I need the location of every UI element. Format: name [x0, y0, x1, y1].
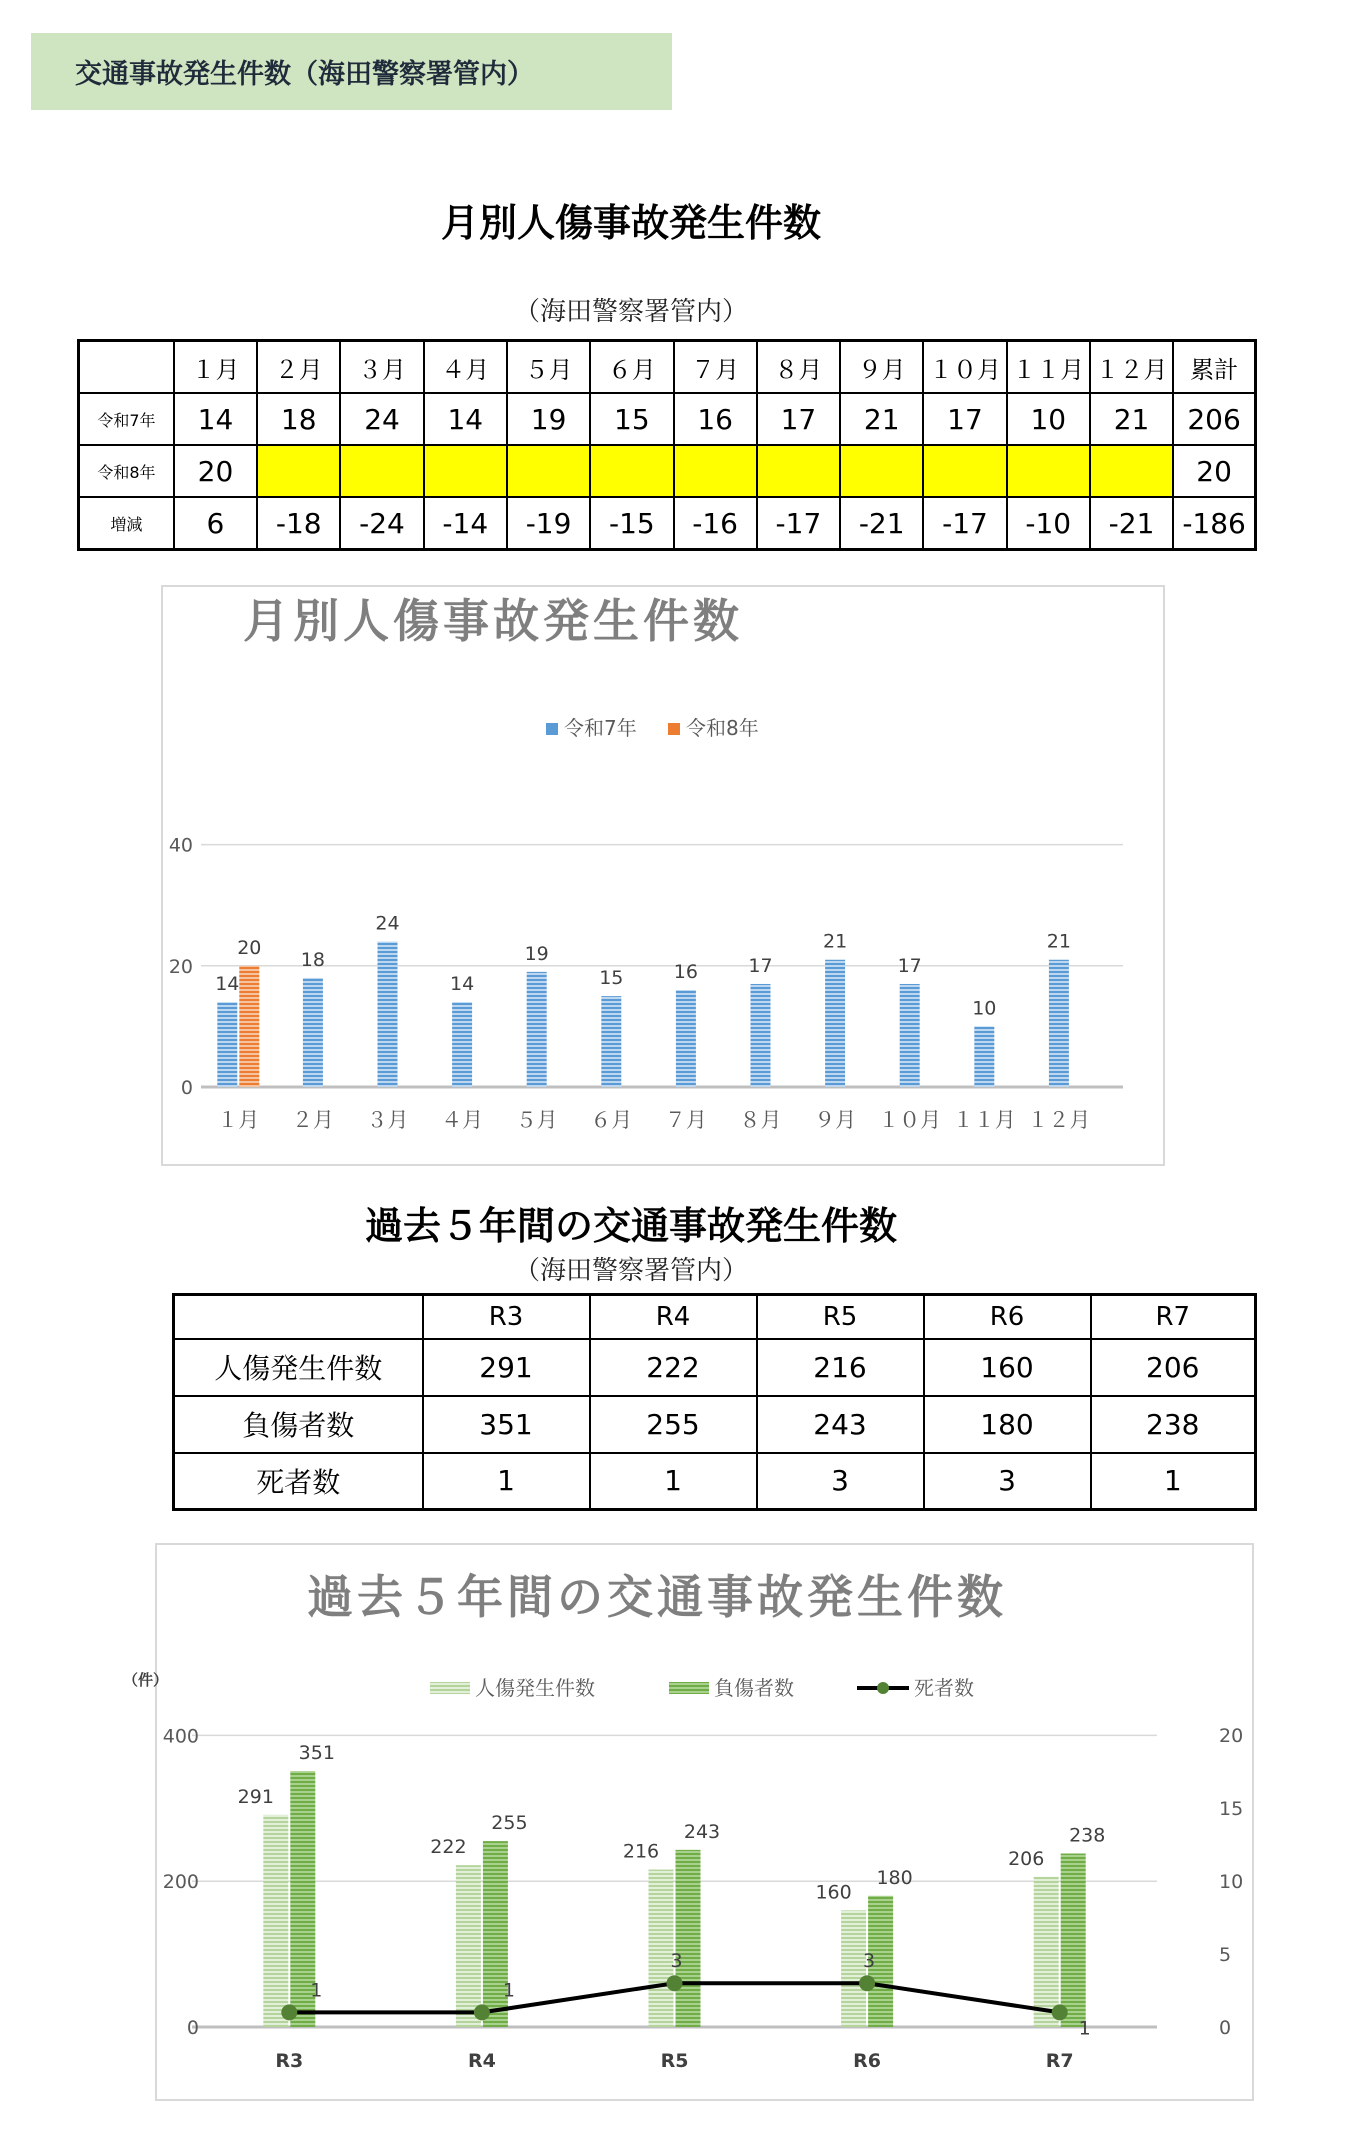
- data-label: 16: [673, 961, 698, 984]
- yearly-table-cell: 1: [423, 1453, 590, 1510]
- yearly-header-row: [174, 1295, 1256, 1339]
- header-banner: [31, 33, 672, 110]
- data-label: 291: [237, 1785, 274, 1808]
- monthly-table-cell: [923, 445, 1006, 497]
- data-label: 206: [1008, 1847, 1045, 1870]
- bar-reiwa7: [1049, 960, 1069, 1087]
- monthly-table-cell: -10: [1007, 497, 1090, 550]
- bar-reiwa7: [974, 1026, 994, 1087]
- yearly-table-row: [174, 1396, 1256, 1453]
- yearly-column-header: [174, 1295, 423, 1339]
- monthly-table: [77, 339, 1257, 551]
- x-tick-label: ６月: [590, 1108, 633, 1132]
- yearly-row-label: 死者数: [174, 1453, 423, 1510]
- bar-reiwa7: [217, 1002, 237, 1087]
- data-label: 21: [1046, 930, 1071, 953]
- monthly-table-cell: 19: [507, 393, 590, 445]
- yearly-table-cell: 1: [590, 1453, 757, 1510]
- header-title: 交通事故発生件数（海田警察署管内）: [75, 59, 534, 90]
- data-label: 24: [375, 912, 400, 935]
- y-axis-label: （件）: [123, 1671, 169, 1689]
- legend-marker: [877, 1682, 889, 1694]
- bar-reiwa7: [527, 972, 547, 1087]
- legend-label: 令和7年: [564, 716, 637, 740]
- monthly-table-cell: 20: [1173, 445, 1255, 497]
- monthly-table-cell: [424, 445, 507, 497]
- x-tick-label: １月: [217, 1108, 260, 1132]
- bar-reiwa8: [239, 966, 259, 1087]
- yearly-table-cell: 291: [423, 1339, 590, 1396]
- x-tick-label: ４月: [441, 1108, 484, 1132]
- monthly-table-row: [79, 393, 1256, 445]
- monthly-column-header: ８月: [757, 341, 840, 394]
- data-label: 216: [622, 1840, 660, 1863]
- data-label: 20: [237, 936, 262, 959]
- y-tick-label: 200: [162, 1871, 199, 1894]
- chart-title: 過去５年間の交通事故発生件数: [307, 1570, 1007, 1624]
- monthly-table-cell: [1090, 445, 1173, 497]
- bar-injury-accidents: [456, 1865, 481, 2027]
- bar-reiwa7: [601, 996, 621, 1087]
- yearly-table-cell: 3: [924, 1453, 1091, 1510]
- yearly-table-row: [174, 1453, 1256, 1510]
- yearly-table-row: [174, 1339, 1256, 1396]
- data-label: 15: [599, 967, 624, 990]
- monthly-table-cell: 16: [674, 393, 757, 445]
- monthly-header-row: [79, 341, 1256, 394]
- monthly-table-cell: -186: [1173, 497, 1255, 550]
- x-tick-label: ８月: [739, 1108, 782, 1132]
- monthly-table-cell: 24: [340, 393, 423, 445]
- data-label: 21: [823, 930, 848, 953]
- monthly-row-label: 増減: [79, 497, 174, 550]
- monthly-table-cell: 14: [424, 393, 507, 445]
- monthly-table-cell: 20: [174, 445, 257, 497]
- monthly-table-row: [79, 497, 1256, 550]
- monthly-table-cell: 18: [257, 393, 340, 445]
- x-tick-label: R4: [467, 2050, 496, 2072]
- monthly-row-label: 令和7年: [79, 393, 174, 445]
- bar-injury-accidents: [649, 1870, 674, 2027]
- monthly-table-cell: [257, 445, 340, 497]
- yearly-row-label: 人傷発生件数: [174, 1339, 423, 1396]
- yearly-table-cell: 1: [1091, 1453, 1256, 1510]
- x-tick-label: １０月: [878, 1108, 942, 1132]
- monthly-column-header: １２月: [1090, 341, 1173, 394]
- monthly-column-header: ６月: [590, 341, 673, 394]
- yearly-column-header: R4: [590, 1295, 757, 1339]
- monthly-column-header: ２月: [257, 341, 340, 394]
- monthly-table-cell: 17: [923, 393, 1006, 445]
- bar-reiwa7: [825, 960, 845, 1087]
- data-label: 351: [298, 1742, 335, 1765]
- monthly-table-cell: -21: [1090, 497, 1173, 550]
- yearly-section-caption: （海田警察署管内）: [513, 1256, 748, 1286]
- monthly-column-header: ３月: [340, 341, 423, 394]
- x-tick-label: R3: [275, 2050, 304, 2072]
- bar-injury-accidents: [1034, 1877, 1059, 2027]
- yearly-column-header: R3: [423, 1295, 590, 1339]
- x-tick-label: R6: [853, 2050, 882, 2072]
- monthly-column-header: ７月: [674, 341, 757, 394]
- data-label: 222: [430, 1836, 467, 1859]
- data-label: 238: [1069, 1824, 1106, 1847]
- legend-swatch: [668, 723, 680, 735]
- x-tick-label: ３月: [366, 1108, 409, 1132]
- x-tick-label: １２月: [1027, 1108, 1091, 1132]
- monthly-table-cell: 17: [757, 393, 840, 445]
- x-tick-label: ９月: [814, 1108, 857, 1132]
- yearly-table-cell: 160: [924, 1339, 1091, 1396]
- yearly-chart: [123, 1543, 1254, 2101]
- monthly-chart-svg: [163, 587, 1163, 1164]
- monthly-table-cell: [840, 445, 923, 497]
- data-label: 3: [863, 1950, 876, 1973]
- monthly-table-cell: -21: [840, 497, 923, 550]
- monthly-table-cell: [590, 445, 673, 497]
- y2-tick-label: 15: [1219, 1798, 1244, 1820]
- monthly-column-header: [79, 341, 174, 394]
- monthly-column-header: １１月: [1007, 341, 1090, 394]
- monthly-table-cell: [507, 445, 590, 497]
- point-fatalities: [667, 1975, 683, 1991]
- data-label: 14: [450, 973, 475, 996]
- legend-swatch: [669, 1682, 709, 1694]
- monthly-table-cell: 15: [590, 393, 673, 445]
- yearly-table: [172, 1293, 1257, 1511]
- monthly-table-cell: 14: [174, 393, 257, 445]
- monthly-table-cell: 6: [174, 497, 257, 550]
- yearly-table-cell: 3: [757, 1453, 924, 1510]
- monthly-section-title: 月別人傷事故発生件数: [440, 201, 821, 245]
- y2-tick-label: 20: [1219, 1725, 1244, 1747]
- data-label: 17: [748, 954, 773, 977]
- monthly-table-cell: -17: [757, 497, 840, 550]
- yearly-column-header: R7: [1091, 1295, 1256, 1339]
- data-label: 1: [502, 1979, 515, 2002]
- legend-swatch: [546, 723, 558, 735]
- legend-label: 死者数: [914, 1676, 974, 1700]
- monthly-table-cell: 21: [1090, 393, 1173, 445]
- yearly-column-header: R6: [924, 1295, 1091, 1339]
- bar-injury-accidents: [263, 1815, 288, 2027]
- monthly-table-cell: -18: [257, 497, 340, 550]
- point-fatalities: [474, 2004, 490, 2020]
- yearly-row-label: 負傷者数: [174, 1396, 423, 1453]
- monthly-row-label: 令和8年: [79, 445, 174, 497]
- y2-tick-label: 0: [1219, 2017, 1232, 2039]
- monthly-table-cell: 10: [1007, 393, 1090, 445]
- y-tick-label: 0: [186, 2017, 199, 2039]
- y-tick-label: 40: [168, 834, 193, 857]
- legend-swatch: [430, 1682, 470, 1694]
- monthly-table-cell: -24: [340, 497, 423, 550]
- bar-reiwa7: [751, 984, 771, 1087]
- data-label: 180: [876, 1866, 913, 1889]
- monthly-column-header: １０月: [923, 341, 1006, 394]
- data-label: 243: [683, 1820, 721, 1843]
- point-fatalities: [281, 2004, 297, 2020]
- bar-reiwa7: [452, 1002, 472, 1087]
- monthly-table-cell: -14: [424, 497, 507, 550]
- x-tick-label: １１月: [952, 1108, 1016, 1132]
- data-label: 1: [310, 1979, 323, 2002]
- chart-title: 月別人傷事故発生件数: [243, 594, 743, 648]
- monthly-column-header: ９月: [840, 341, 923, 394]
- data-label: 18: [300, 948, 325, 971]
- monthly-table-cell: [1007, 445, 1090, 497]
- x-tick-label: R7: [1045, 2050, 1074, 2072]
- data-label: 255: [491, 1812, 528, 1835]
- y-tick-label: 0: [180, 1077, 193, 1099]
- data-label: 17: [897, 954, 922, 977]
- x-tick-label: ２月: [291, 1108, 334, 1132]
- monthly-section-caption: （海田警察署管内）: [513, 297, 748, 327]
- bar-reiwa7: [676, 990, 696, 1087]
- monthly-column-header: １月: [174, 341, 257, 394]
- x-tick-label: R5: [660, 2050, 689, 2072]
- monthly-table-cell: 206: [1173, 393, 1255, 445]
- monthly-column-header: ５月: [507, 341, 590, 394]
- yearly-table-cell: 243: [757, 1396, 924, 1453]
- bar-reiwa7: [900, 984, 920, 1087]
- yearly-table-cell: 255: [590, 1396, 757, 1453]
- monthly-table-row: [79, 445, 1256, 497]
- data-label: 1: [1078, 2017, 1091, 2040]
- yearly-table-cell: 351: [423, 1396, 590, 1453]
- legend-label: 負傷者数: [714, 1676, 794, 1700]
- x-tick-label: ７月: [664, 1108, 707, 1132]
- yearly-table-cell: 222: [590, 1339, 757, 1396]
- data-label: 160: [815, 1881, 852, 1904]
- data-label: 19: [524, 942, 549, 965]
- point-fatalities: [859, 1975, 875, 1991]
- monthly-chart: [161, 585, 1165, 1166]
- yearly-table-cell: 206: [1091, 1339, 1256, 1396]
- yearly-table-cell: 180: [924, 1396, 1091, 1453]
- point-fatalities: [1052, 2004, 1068, 2020]
- monthly-table-cell: -15: [590, 497, 673, 550]
- bar-reiwa7: [378, 942, 398, 1087]
- monthly-table-cell: -16: [674, 497, 757, 550]
- data-label: 3: [670, 1950, 683, 1973]
- bar-reiwa7: [303, 978, 323, 1087]
- yearly-table-cell: 238: [1091, 1396, 1256, 1453]
- monthly-table-cell: [674, 445, 757, 497]
- yearly-table-cell: 216: [757, 1339, 924, 1396]
- bar-injured: [676, 1850, 701, 2027]
- yearly-column-header: R5: [757, 1295, 924, 1339]
- monthly-table-cell: [757, 445, 840, 497]
- yearly-chart-svg: [123, 1545, 1252, 2099]
- monthly-table-cell: 21: [840, 393, 923, 445]
- monthly-table-cell: -17: [923, 497, 1006, 550]
- monthly-table-cell: -19: [507, 497, 590, 550]
- monthly-table-cell: [340, 445, 423, 497]
- data-label: 10: [972, 997, 997, 1020]
- y2-tick-label: 5: [1219, 1944, 1232, 1966]
- data-label: 14: [215, 973, 240, 996]
- y-tick-label: 400: [162, 1725, 199, 1748]
- monthly-column-header: 累計: [1173, 341, 1255, 394]
- bar-injured: [1061, 1853, 1086, 2027]
- monthly-column-header: ４月: [424, 341, 507, 394]
- x-tick-label: ５月: [515, 1108, 558, 1132]
- legend-label: 令和8年: [686, 716, 759, 740]
- yearly-section-title: 過去５年間の交通事故発生件数: [364, 1204, 897, 1248]
- legend-label: 人傷発生件数: [475, 1676, 595, 1700]
- y2-tick-label: 10: [1219, 1871, 1244, 1893]
- y-tick-label: 20: [168, 955, 193, 978]
